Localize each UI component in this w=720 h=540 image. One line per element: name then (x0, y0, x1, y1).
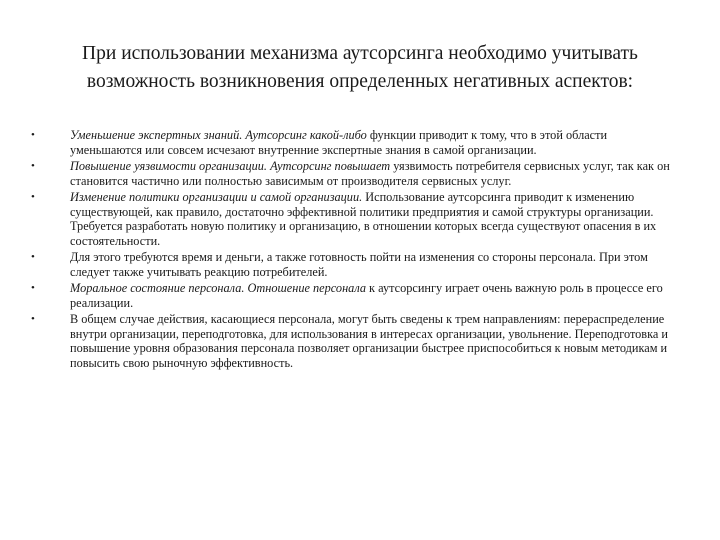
slide-title-line-1: При использовании механизма аутсорсинга необходимо учитывать (82, 43, 638, 64)
bullet-text: функции приводит к тому, что в этой области уменьшаются или совсем исчезают внутренние экспертные знания в самой организации. (70, 128, 608, 157)
bullet-item (30, 128, 680, 157)
bullet-italic-lead: Изменение политики организации и самой организации. (70, 190, 363, 204)
bullet-list (30, 128, 680, 372)
bullet-text: В общем случае действия, касающиеся персонала, могут быть сведены к трем направлениям: перераспределение внутри организации, переподготовка, для использования в интересах организации, увольнение. Переподготовка и повышение уровня образования персонала позволяет организации быстрее приспособиться к новым методикам и повысить свою рыночную эффективность. (70, 312, 669, 370)
bullet-text: к аутсорсингу играет очень важную роль в процессе его реализации. (70, 281, 663, 310)
bullet-italic-lead: Повышение уязвимости организации. Аутсорсинг повышает (70, 159, 391, 173)
slide-title (30, 40, 690, 96)
bullet-dot-icon: • (31, 129, 35, 141)
bullet-italic-lead: Уменьшение экспертных знаний. Аутсорсинг какой-либо (70, 128, 367, 142)
bullet-text: Использование аутсорсинга приводит к изменению существующей, как правило, достаточно эффективной политики предприятия и самой структуры организации. Требуется разработать новую политику и организацию, в отношении которых всегда существуют опасения в их состоятельности. (70, 190, 657, 248)
bullet-dot-icon: • (31, 160, 35, 172)
bullet-dot-icon: • (31, 251, 35, 263)
bullet-item (30, 281, 680, 310)
bullet-item (30, 312, 680, 370)
bullet-text: уязвимость потребителя сервисных услуг, так как он становится частично или полностью зависимым от производителя сервисных услуг. (70, 159, 670, 188)
bullet-item (30, 250, 680, 279)
bullet-dot-icon: • (31, 191, 35, 203)
bullet-text: Для этого требуются время и деньги, а также готовность пойти на изменения со стороны персонала. При этом следует также учитывать реакцию потребителей. (70, 250, 648, 279)
bullet-item (30, 159, 680, 188)
bullet-dot-icon: • (31, 313, 35, 325)
bullet-italic-lead: Моральное состояние персонала. Отношение персонала (70, 281, 366, 295)
slide-title-line-2: возможность возникновения определенных негативных аспектов: (86, 71, 634, 92)
bullet-item (30, 190, 680, 248)
bullet-dot-icon: • (31, 282, 35, 294)
